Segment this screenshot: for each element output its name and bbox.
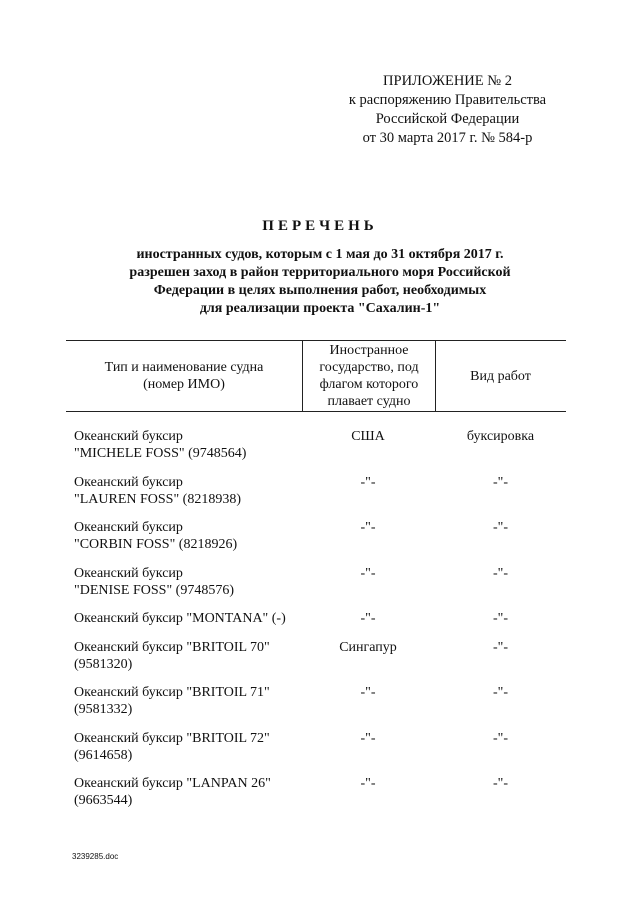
flag-state: -"-: [360, 776, 376, 791]
table-header: [66, 340, 566, 412]
vessel-name-line: Океанский буксир: [74, 520, 183, 535]
vessel-name-line: Океанский буксир: [74, 429, 183, 444]
vessel-name-line: "CORBIN FOSS" (8218926): [74, 537, 238, 552]
subtitle-line: для реализации проекта "Сахалин-1": [199, 301, 441, 316]
vessel-name-line: Океанский буксир "BRITOIL 70": [74, 639, 270, 655]
flag-state: США: [351, 429, 385, 444]
flag-state: -"-: [360, 520, 376, 535]
vessel-name: [74, 474, 314, 508]
header-line: Тип и наименование судна: [104, 360, 264, 375]
vessel-name: [74, 639, 314, 673]
table-row: [74, 730, 566, 764]
appendix-line: Российской Федерации: [375, 111, 520, 127]
work-type: -"-: [492, 639, 509, 655]
work-type: буксировка: [466, 429, 535, 444]
flag-state: -"-: [360, 565, 376, 581]
subtitle-line: Федерации в целях выполнения работ, необходимых: [153, 283, 487, 298]
subtitle-line: разрешен заход в район территориального моря Российской: [129, 265, 511, 280]
document-title: ПЕРЕЧЕНЬ: [262, 218, 378, 234]
work-type: -"-: [492, 565, 509, 581]
vessel-name-line: Океанский буксир "BRITOIL 72": [74, 730, 270, 746]
header-work-type: [435, 341, 566, 411]
document-subtitle: [80, 246, 560, 318]
flag-state: -"-: [360, 685, 376, 700]
table-row: [74, 565, 566, 599]
vessel-name: [74, 610, 314, 627]
vessel-name-line: "MICHELE FOSS" (9748564): [74, 446, 247, 461]
work-type: -"-: [492, 520, 509, 535]
vessel-name-line: (9663544): [74, 793, 133, 808]
vessel-name: [74, 519, 314, 553]
header-flag-state: [302, 341, 436, 411]
vessel-name: [74, 428, 314, 462]
vessel-name-line: Океанский буксир: [74, 565, 183, 581]
table-row: [74, 610, 566, 627]
vessel-name-line: Океанский буксир "BRITOIL 71": [74, 685, 270, 700]
vessel-name-line: "DENISE FOSS" (9748576): [74, 582, 234, 598]
vessel-name: [74, 775, 314, 809]
vessel-name-line: "LAUREN FOSS" (8218938): [74, 491, 241, 507]
work-type: -"-: [492, 730, 509, 746]
header-line: Иностранное: [329, 343, 409, 358]
header-line: государство, под: [319, 360, 419, 375]
header-line: плавает судно: [327, 394, 411, 409]
table-row: [74, 428, 566, 462]
vessel-list: [74, 428, 566, 821]
table-row: [74, 639, 566, 673]
vessel-name-line: Океанский буксир "LANPAN 26": [74, 776, 271, 791]
vessel-name: [74, 565, 314, 599]
work-type: -"-: [492, 685, 509, 700]
subtitle-line: иностранных судов, которым с 1 мая до 31 октября 2017 г.: [136, 247, 504, 262]
vessel-name: [74, 730, 314, 764]
table-row: [74, 519, 566, 553]
flag-state: -"-: [360, 611, 376, 626]
appendix-line: к распоряжению Правительства: [348, 92, 547, 108]
table-row: [74, 684, 566, 718]
header-line: Вид работ: [470, 368, 531, 384]
vessel-name-line: (9614658): [74, 747, 133, 763]
flag-state: -"-: [360, 730, 376, 746]
table-row: [74, 775, 566, 809]
vessel-name-line: Океанский буксир: [74, 474, 183, 490]
header-line: (номер ИМО): [143, 377, 225, 392]
vessel-name-line: (9581332): [74, 702, 133, 717]
appendix-date: от 30 марта 2017 г. № 584-р: [362, 130, 533, 146]
work-type: -"-: [492, 474, 509, 490]
vessel-name-line: (9581320): [74, 656, 133, 672]
vessel-name: [74, 684, 314, 718]
flag-state: -"-: [360, 474, 376, 490]
appendix-block: [320, 72, 575, 148]
flag-state: Сингапур: [339, 639, 397, 655]
header-line: флагом которого: [319, 377, 419, 392]
table-row: [74, 474, 566, 508]
work-type: -"-: [492, 611, 509, 626]
file-name: 3239285.doc: [72, 852, 119, 861]
header-ship-name: [66, 341, 302, 411]
work-type: -"-: [492, 776, 509, 791]
vessel-name-line: Океанский буксир "MONTANA" (-): [74, 611, 286, 626]
appendix-number: ПРИЛОЖЕНИЕ № 2: [383, 73, 512, 89]
